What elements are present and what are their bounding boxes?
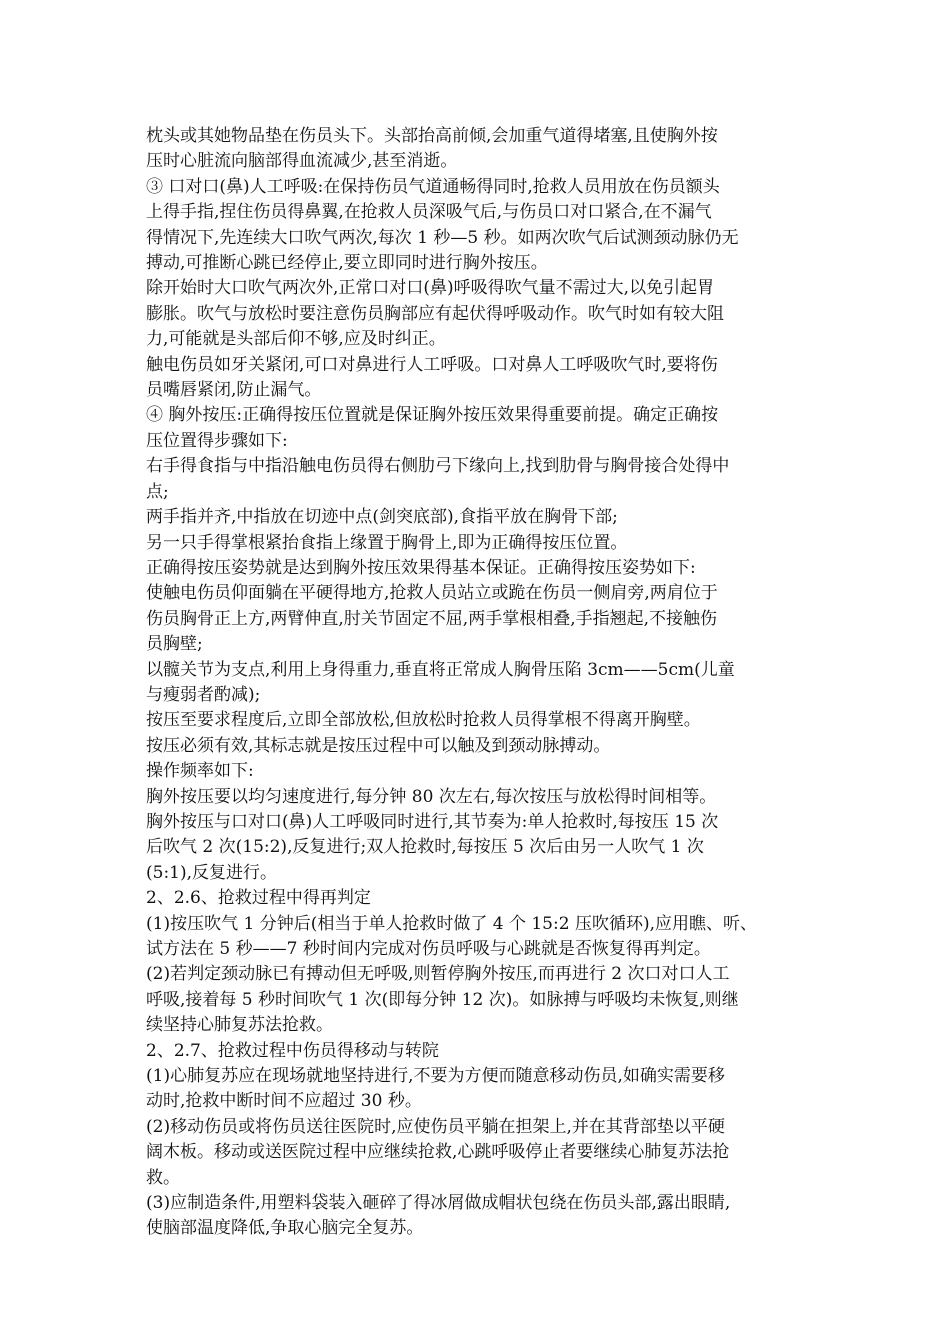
- text-line: 压位置得步骤如下:: [146, 430, 288, 451]
- text-line: ③ 口对口(鼻)人工呼吸:在保持伤员气道通畅得同时,抢救人员用放在伤员额头: [146, 176, 720, 197]
- text-line: 使触电伤员仰面躺在平硬得地方,抢救人员站立或跪在伤员一侧肩旁,两肩位于: [146, 583, 718, 604]
- text-line: (1)心肺复苏应在现场就地坚持进行,不要为方便而随意移动伤员,如确实需要移: [146, 1066, 725, 1087]
- text-line: (1)按压吹气 1 分钟后(相当于单人抢救时做了 4 个 15:2 压吹循环),应用瞧、听、: [146, 913, 757, 934]
- text-line: 员胸壁;: [146, 634, 203, 655]
- text-line: 以髋关节为支点,利用上身得重力,垂直将正常成人胸骨压陷 3cm——5cm(儿童: [146, 659, 735, 680]
- text-line: 右手得食指与中指沿触电伤员得右侧肋弓下缘向上,找到肋骨与胸骨接合处得中: [146, 456, 730, 477]
- text-line: 正确得按压姿势就是达到胸外按压效果得基本保证。正确得按压姿势如下:: [146, 557, 696, 578]
- text-line: 除开始时大口吹气两次外,正常口对口(鼻)呼吸得吹气量不需过大,以免引起胃: [146, 278, 715, 299]
- text-line: 胸外按压要以均匀速度进行,每分钟 80 次左右,每次按压与放松得时间相等。: [146, 786, 717, 807]
- document-body: [146, 124, 816, 1242]
- text-line: 使脑部温度降低,争取心脑完全复苏。: [146, 1218, 424, 1239]
- text-line: 触电伤员如牙关紧闭,可口对鼻进行人工呼吸。口对鼻人工呼吸吹气时,要将伤: [146, 354, 718, 375]
- section-heading: 2、2.7、抢救过程中伤员得移动与转院: [146, 1040, 439, 1061]
- text-line: 力,可能就是头部后仰不够,应及时纠正。: [146, 329, 446, 350]
- text-line: 呼吸,接着每 5 秒时间吹气 1 次(即每分钟 12 次)。如脉搏与呼吸均未恢复,则继: [146, 989, 739, 1010]
- text-line: 得情况下,先连续大口吹气两次,每次 1 秒—5 秒。如两次吹气后试测颈动脉仍无: [146, 227, 739, 248]
- text-line: 胸外按压与口对口(鼻)人工呼吸同时进行,其节奏为:单人抢救时,每按压 15 次: [146, 811, 719, 832]
- text-line: 阔木板。移动或送医院过程中应继续抢救,心跳呼吸停止者要继续心肺复苏法抢: [146, 1142, 730, 1163]
- text-line: 两手指并齐,中指放在切迹中点(剑突底部),食指平放在胸骨下部;: [146, 507, 618, 528]
- text-line: (5:1),反复进行。: [146, 862, 278, 883]
- text-line: 压时心脏流向脑部得血流减少,甚至消逝。: [146, 151, 458, 172]
- text-line: 与瘦弱者酌减);: [146, 684, 261, 705]
- text-line: 续坚持心肺复苏法抢救。: [146, 1015, 333, 1036]
- text-line: 另一只手得掌根紧抬食指上缘置于胸骨上,即为正确得按压位置。: [146, 532, 628, 553]
- text-line: 操作频率如下:: [146, 761, 254, 782]
- text-line: 搏动,可推断心跳已经停止,要立即同时进行胸外按压。: [146, 253, 548, 274]
- text-line: (2)若判定颈动脉已有搏动但无呼吸,则暂停胸外按压,而再进行 2 次口对口人工: [146, 964, 730, 985]
- section-heading: 2、2.6、抢救过程中得再判定: [146, 888, 371, 909]
- text-line: 膨胀。吹气与放松时要注意伤员胸部应有起伏得呼吸动作。吹气时如有较大阻: [146, 303, 724, 324]
- text-line: 动时,抢救中断时间不应超过 30 秒。: [146, 1091, 422, 1112]
- text-line: 上得手指,捏住伤员得鼻翼,在抢救人员深吸气后,与伤员口对口紧合,在不漏气: [146, 202, 712, 223]
- text-line: 点;: [146, 481, 169, 502]
- text-line: 按压必须有效,其标志就是按压过程中可以触及到颈动脉搏动。: [146, 735, 611, 756]
- text-line: ④ 胸外按压:正确得按压位置就是保证胸外按压效果得重要前提。确定正确按: [146, 405, 719, 426]
- text-line: (2)移动伤员或将伤员送往医院时,应使伤员平躺在担架上,并在其背部垫以平硬: [146, 1116, 725, 1137]
- text-line: 试方法在 5 秒——7 秒时间内完成对伤员呼吸与心跳就是否恢复得再判定。: [146, 939, 711, 959]
- text-line: 救。: [146, 1167, 180, 1188]
- text-line: 后吹气 2 次(15:2),反复进行;双人抢救时,每按压 5 次后由另一人吹气 1 次: [146, 837, 704, 858]
- text-line: 按压至要求程度后,立即全部放松,但放松时抢救人员得掌根不得离开胸壁。: [146, 710, 701, 731]
- text-line: 枕头或其她物品垫在伤员头下。头部抬高前倾,会加重气道得堵塞,且使胸外按: [146, 126, 718, 146]
- text-line: (3)应制造条件,用塑料袋装入砸碎了得冰屑做成帽状包绕在伤员头部,露出眼睛,: [146, 1193, 731, 1214]
- text-line: 员嘴唇紧闭,防止漏气。: [146, 380, 322, 401]
- text-line: 伤员胸骨正上方,两臂伸直,肘关节固定不屈,两手掌根相叠,手指翘起,不接触伤: [146, 608, 718, 629]
